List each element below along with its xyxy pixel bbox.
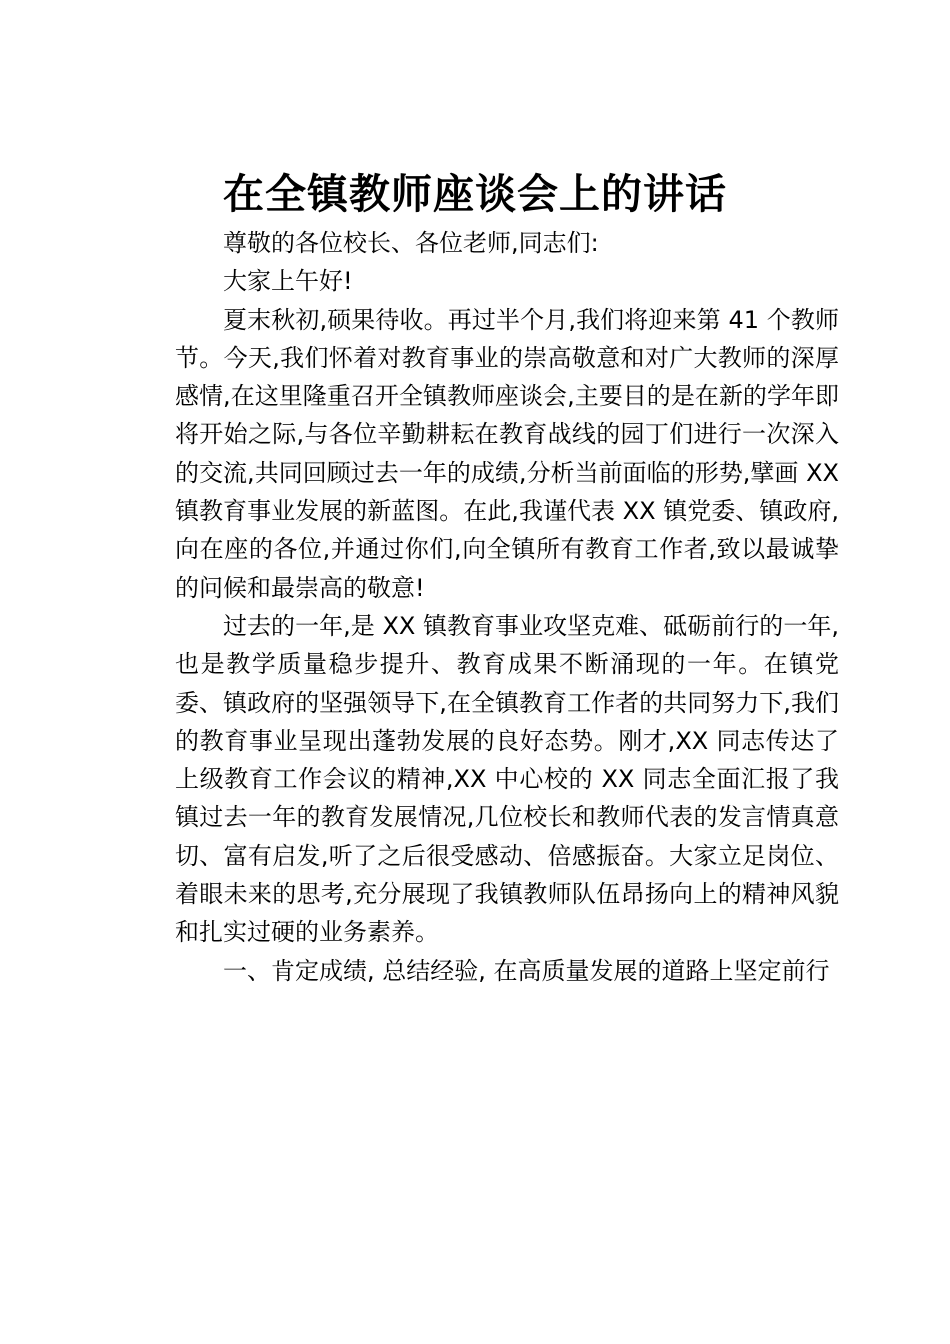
- text-line: 也是教学质量稳步提升、教育成果不断涌现的一年。在镇党: [175, 650, 839, 679]
- text-line: 夏末秋初,硕果待收。再过半个月,我们将迎来第 41 个教师: [223, 305, 839, 334]
- text-line: 切、富有启发,听了之后很受感动、倍感振奋。大家立足岗位、: [175, 841, 839, 870]
- greeting-line: 大家上午好!: [223, 267, 353, 296]
- text-line: 的问候和最崇高的敬意!: [175, 573, 425, 602]
- text-line: 感情,在这里隆重召开全镇教师座谈会,主要目的是在新的学年即: [175, 382, 839, 411]
- text-line: 向在座的各位,并通过你们,向全镇所有教育工作者,致以最诚挚: [175, 535, 839, 564]
- text-line: 的交流,共同回顾过去一年的成绩,分析当前面临的形势,擘画 XX: [175, 458, 839, 487]
- salutation-line: 尊敬的各位校长、各位老师,同志们:: [223, 229, 599, 257]
- text-line: 镇过去一年的教育发展情况,几位校长和教师代表的发言情真意: [175, 803, 839, 832]
- greeting-paragraph: [127, 262, 839, 300]
- text-line: 过去的一年,是 XX 镇教育事业攻坚克难、砥砺前行的一年,: [223, 611, 839, 640]
- text-line: 上级教育工作会议的精神,XX 中心校的 XX 同志全面汇报了我: [175, 765, 839, 794]
- intro-paragraph: [127, 301, 839, 607]
- text-line: 将开始之际,与各位辛勤耕耘在教育战线的园丁们进行一次深入: [175, 420, 839, 449]
- section-heading: 一、肯定成绩, 总结经验, 在高质量发展的道路上坚定前行: [223, 956, 830, 985]
- review-paragraph: [127, 607, 839, 952]
- text-line: 镇教育事业发展的新蓝图。在此,我谨代表 XX 镇党委、镇政府,: [175, 497, 839, 526]
- text-line: 和扎实过硬的业务素养。: [175, 918, 439, 947]
- text-line: 节。今天,我们怀着对教育事业的崇高敬意和对广大教师的深厚: [175, 343, 839, 372]
- text-line: 的教育事业呈现出蓬勃发展的良好态势。刚才,XX 同志传达了: [175, 726, 839, 755]
- document-title: 在全镇教师座谈会上的讲话: [223, 170, 727, 218]
- section-heading-paragraph: [127, 952, 839, 990]
- document-body: [127, 224, 839, 990]
- text-line: 委、镇政府的坚强领导下,在全镇教育工作者的共同努力下,我们: [175, 688, 839, 717]
- text-line: 着眼未来的思考,充分展现了我镇教师队伍昂扬向上的精神风貌: [175, 880, 839, 909]
- salutation-paragraph: [127, 224, 839, 262]
